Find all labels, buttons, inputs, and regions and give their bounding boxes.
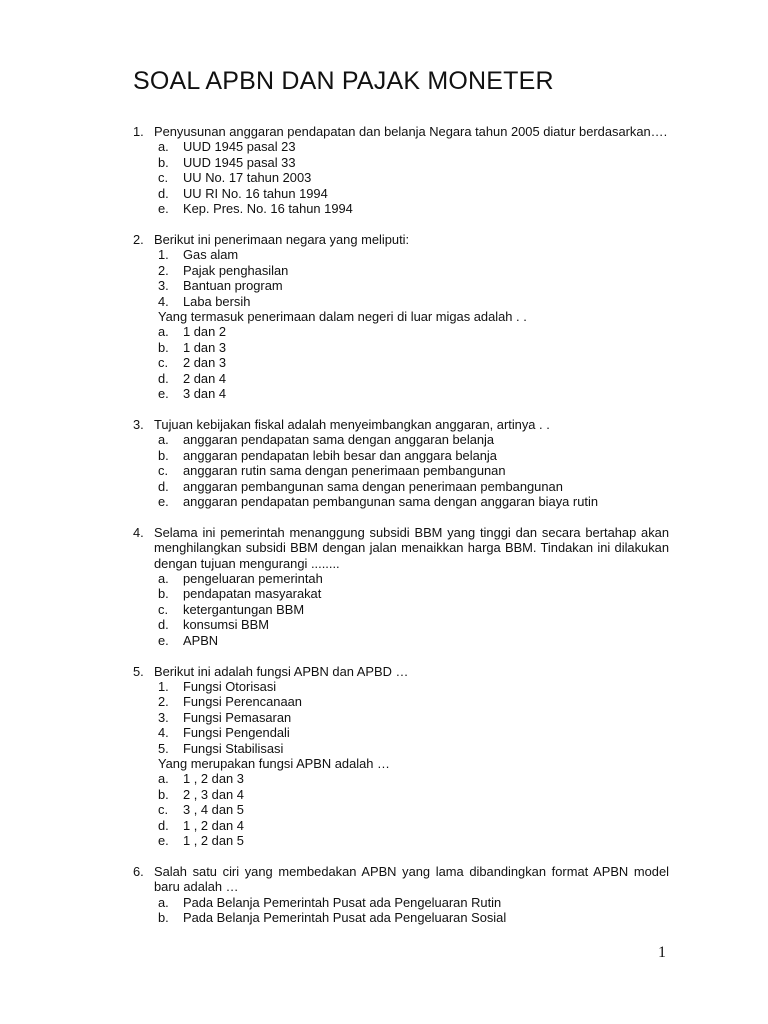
statement-item	[154, 679, 669, 694]
statement-number: 4.	[158, 725, 169, 741]
question-text: Tujuan kebijakan fiskal adalah menyeimbangkan anggaran, artinya . .	[154, 416, 550, 432]
answer-option	[154, 448, 669, 463]
question-row	[133, 417, 669, 509]
question-row	[133, 664, 669, 849]
answer-option	[154, 371, 669, 386]
option-text: Pada Belanja Pemerintah Pusat ada Pengeluaran Sosial	[183, 910, 507, 926]
option-letter: a.	[158, 771, 169, 787]
statement-number: 1.	[158, 247, 169, 263]
question-body	[154, 525, 669, 648]
answer-option	[154, 802, 669, 817]
answer-option	[154, 355, 669, 370]
question-text: Salah satu ciri yang membedakan APBN yang lama dibandingkan format APBN model baru adalah …	[154, 863, 669, 895]
option-letter: b.	[158, 910, 169, 926]
option-letter: d.	[158, 370, 169, 386]
question-text: Berikut ini adalah fungsi APBN dan APBD …	[154, 663, 409, 679]
answer-option	[154, 463, 669, 478]
option-text: 2 dan 3	[183, 355, 227, 371]
page-title: SOAL APBN DAN PAJAK MONETER	[133, 67, 554, 95]
statement-number: 3.	[158, 709, 169, 725]
answer-option	[154, 340, 669, 355]
option-letter: c.	[158, 355, 169, 371]
answer-option	[154, 771, 669, 786]
statement-item	[154, 247, 669, 262]
answer-option	[154, 818, 669, 833]
answer-option	[154, 833, 669, 848]
answer-option	[154, 432, 669, 447]
answer-option	[154, 170, 669, 185]
statement-number: 3.	[158, 278, 169, 294]
option-letter: c.	[158, 170, 169, 186]
option-text: 3 dan 4	[183, 386, 227, 401]
option-letter: a.	[158, 139, 169, 155]
option-text: UUD 1945 pasal 33	[183, 154, 296, 170]
question-body	[154, 417, 669, 509]
question-number: 2.	[133, 231, 144, 247]
question-prompt: Yang merupakan fungsi APBN adalah …	[158, 756, 390, 772]
answer-option	[154, 602, 669, 617]
option-letter: a.	[158, 894, 169, 910]
option-letter: a.	[158, 324, 169, 340]
statement-number: 2.	[158, 694, 169, 710]
answer-option	[154, 910, 669, 925]
statement-text: Fungsi Perencanaan	[183, 694, 302, 710]
question-body	[154, 232, 669, 401]
option-letter: c.	[158, 463, 169, 479]
option-text: anggaran rutin sama dengan penerimaan pembangunan	[183, 463, 506, 479]
statement-text: Fungsi Stabilisasi	[183, 740, 284, 756]
option-text: anggaran pendapatan pembangunan sama dengan anggaran biaya rutin	[183, 493, 598, 509]
option-letter: b.	[158, 154, 169, 170]
option-text: pendapatan masyarakat	[183, 586, 322, 602]
option-letter: d.	[158, 817, 169, 833]
statement-text: Fungsi Pengendali	[183, 725, 290, 741]
statement-item	[154, 263, 669, 278]
option-text: Pada Belanja Pemerintah Pusat ada Pengeluaran Rutin	[183, 894, 502, 910]
question-item	[133, 417, 669, 509]
option-letter: c.	[158, 802, 169, 818]
option-text: UU No. 17 tahun 2003	[183, 170, 312, 186]
statement-item	[154, 741, 669, 756]
option-text: APBN	[183, 632, 219, 648]
question-prompt: Yang termasuk penerimaan dalam negeri di luar migas adalah . .	[158, 308, 527, 324]
answer-option	[154, 139, 669, 154]
answer-option	[154, 895, 669, 910]
statement-text: Bantuan program	[183, 278, 283, 294]
question-item	[133, 664, 669, 849]
option-text: 2 , 3 dan 4	[183, 786, 244, 802]
option-text: anggaran pembangunan sama dengan penerimaan pembangunan	[183, 478, 563, 494]
option-letter: e.	[158, 493, 169, 509]
question-text: Berikut ini penerimaan negara yang meliputi:	[154, 231, 410, 247]
option-letter: c.	[158, 601, 169, 617]
option-text: ketergantungan BBM	[183, 601, 305, 617]
statement-text: Gas alam	[183, 247, 239, 263]
option-text: 1 , 2 dan 4	[183, 817, 244, 833]
statement-item	[154, 725, 669, 740]
option-text: 2 dan 4	[183, 370, 227, 386]
statement-text: Pajak penghasilan	[183, 262, 289, 278]
statement-number: 5.	[158, 740, 169, 756]
statement-text: Fungsi Pemasaran	[183, 709, 292, 725]
statement-item	[154, 710, 669, 725]
option-letter: d.	[158, 617, 169, 633]
answer-option	[154, 586, 669, 601]
statement-text: Fungsi Otorisasi	[183, 679, 277, 694]
option-letter: b.	[158, 447, 169, 463]
answer-option	[154, 633, 669, 648]
option-text: 1 dan 2	[183, 324, 227, 340]
answer-option	[154, 571, 669, 586]
option-letter: d.	[158, 185, 169, 201]
question-number: 3.	[133, 416, 144, 432]
option-letter: b.	[158, 786, 169, 802]
option-text: anggaran pendapatan lebih besar dan anggara belanja	[183, 447, 497, 463]
option-text: 3 , 4 dan 5	[183, 802, 244, 818]
option-letter: e.	[158, 201, 169, 217]
answer-option	[154, 201, 669, 216]
option-letter: e.	[158, 833, 169, 849]
option-letter: b.	[158, 586, 169, 602]
question-number: 4.	[133, 524, 144, 540]
question-item	[133, 864, 669, 926]
option-text: anggaran pendapatan sama dengan anggaran belanja	[183, 432, 495, 448]
page-number: 1	[658, 944, 666, 961]
statement-number: 4.	[158, 293, 169, 309]
question-number: 5.	[133, 663, 144, 679]
answer-option	[154, 787, 669, 802]
option-letter: e.	[158, 386, 169, 401]
statement-number: 1.	[158, 679, 169, 694]
answer-option	[154, 324, 669, 339]
answer-option	[154, 617, 669, 632]
question-row	[133, 124, 669, 216]
question-list	[133, 124, 669, 926]
option-letter: a.	[158, 432, 169, 448]
option-text: UU RI No. 16 tahun 1994	[183, 185, 328, 201]
answer-option	[154, 386, 669, 401]
option-letter: a.	[158, 571, 169, 587]
answer-option	[154, 186, 669, 201]
question-number: 1.	[133, 124, 144, 139]
option-letter: e.	[158, 632, 169, 648]
question-text: Penyusunan anggaran pendapatan dan belanja Negara tahun 2005 diatur berdasarkan….	[154, 124, 668, 139]
option-text: konsumsi BBM	[183, 617, 269, 633]
statement-number: 2.	[158, 262, 169, 278]
statement-text: Laba bersih	[183, 293, 251, 309]
statement-item	[154, 294, 669, 309]
question-number: 6.	[133, 863, 144, 879]
answer-option	[154, 155, 669, 170]
option-text: 1 , 2 dan 3	[183, 771, 244, 787]
question-row	[133, 232, 669, 401]
statement-item	[154, 278, 669, 293]
option-text: 1 dan 3	[183, 339, 227, 355]
question-item	[133, 124, 669, 216]
question-body	[154, 664, 669, 849]
question-item	[133, 525, 669, 648]
answer-option	[154, 479, 669, 494]
question-item	[133, 232, 669, 401]
option-text: pengeluaran pemerintah	[183, 571, 323, 587]
question-row	[133, 864, 669, 926]
option-text: Kep. Pres. No. 16 tahun 1994	[183, 201, 353, 217]
option-text: 1 , 2 dan 5	[183, 833, 244, 849]
option-text: UUD 1945 pasal 23	[183, 139, 296, 155]
question-text: Selama ini pemerintah menanggung subsidi BBM yang tinggi dan secara bertahap akan menghilangkan subsidi BBM dengan jalan menaikkan harga BBM. Tindakan ini dilakukan dengan tujuan mengurangi ........	[154, 524, 669, 571]
question-row	[133, 525, 669, 648]
option-letter: b.	[158, 339, 169, 355]
answer-option	[154, 494, 669, 509]
statement-item	[154, 694, 669, 709]
question-body	[154, 864, 669, 926]
question-body	[154, 124, 669, 216]
option-letter: d.	[158, 478, 169, 494]
